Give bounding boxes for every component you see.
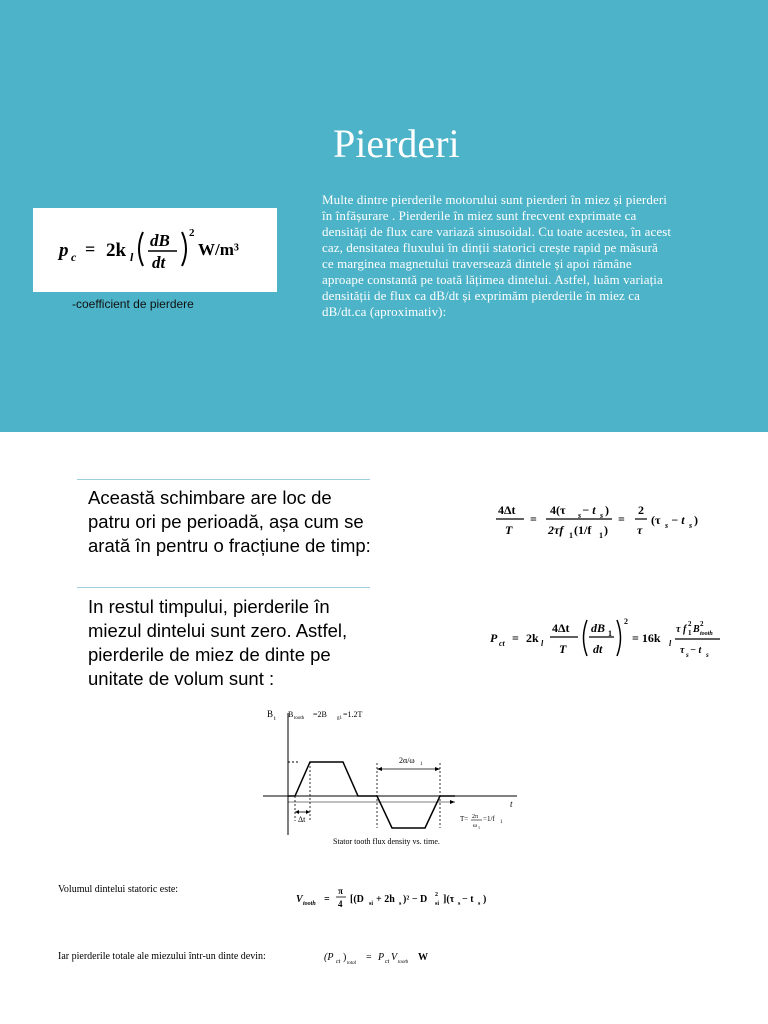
- paragraph-rest-of-time: In restul timpului, pierderile în miezul dintelui sunt zero. Astfel, pierderile de miez de dinte pe unitate de volum sunt :: [88, 596, 348, 689]
- pct-res-den-sub: s: [686, 651, 689, 659]
- pct-res-num: τ f: [676, 624, 687, 635]
- pc-lhs: p: [59, 240, 69, 261]
- v-frac-num: π: [338, 886, 343, 896]
- dt-num2: 4(τ: [550, 503, 566, 517]
- pc-lhs-sub: c: [71, 250, 77, 264]
- v-frac-den: 4: [338, 899, 343, 909]
- volume-text: Volumul dintelui statoric este:: [58, 884, 179, 895]
- pct-lhs: P: [490, 631, 498, 645]
- diagram-dt-label: Δt: [298, 815, 306, 824]
- coefficient-note: -coefficient de pierdere: [72, 297, 194, 311]
- tooth-volume-equation: [294, 880, 494, 916]
- diagram-width-label: 2α/ω: [399, 756, 415, 765]
- pct-num1: 4Δt: [552, 621, 570, 635]
- v-body6: ): [483, 894, 487, 905]
- pc-den: dt: [152, 253, 166, 272]
- dt-den2: 2τf: [548, 523, 564, 537]
- total-lhs-close: ): [343, 952, 347, 963]
- total-eq: =: [366, 952, 372, 963]
- total-rhs-sub2: tooth: [398, 960, 409, 965]
- divider-top: [77, 479, 370, 480]
- v-body-sub4: s: [458, 901, 461, 907]
- pc-num: dB: [150, 231, 170, 250]
- diagram-period-rest: =1/f: [483, 815, 495, 823]
- slide-title: Pierderi: [333, 121, 460, 166]
- v-body5: − t: [462, 894, 474, 905]
- total-loss-text: Iar pierderile totale ale miezului într-un dinte devin:: [58, 951, 266, 962]
- pc-coef-sub: l: [130, 250, 134, 264]
- tooth-core-loss-equation: [486, 612, 726, 662]
- diagram-y-top-rest: =2B: [313, 710, 327, 719]
- dt-res-den: τ: [637, 523, 643, 537]
- pct-lhs-sub: ct: [499, 639, 505, 648]
- pct-den1: T: [559, 642, 567, 656]
- dt-num2-close: ): [605, 503, 609, 517]
- v-body4: ](τ: [443, 894, 455, 905]
- dt-den2-rest: (1/f: [574, 523, 592, 537]
- v-eq: =: [324, 894, 330, 905]
- total-lhs-sub: ct: [336, 959, 341, 965]
- diagram-y-top-sub2: g1: [337, 716, 342, 721]
- pct-den2: dt: [593, 642, 603, 656]
- svg-text:=: =: [618, 512, 625, 526]
- diagram-y-top-sub: tooth: [294, 716, 305, 721]
- pct-res-num2-sub: tooth: [700, 631, 713, 637]
- pct-res-num2: B: [693, 624, 700, 635]
- dt-den1: T: [505, 523, 513, 537]
- dt-res-sub2: s: [689, 521, 693, 530]
- v-body-sub2: s: [399, 901, 402, 907]
- pc-eq: =: [85, 239, 96, 259]
- pct-res-num-sub: 1: [688, 629, 692, 637]
- diagram-period-rest-sub: 1: [500, 820, 503, 825]
- paragraph-four-times: Această schimbare are loc de patru ori pe perioadă, așa cum se arată în pentru o fracțiune de timp:: [88, 487, 371, 556]
- dt-res-rest2: − t: [671, 513, 685, 527]
- v-body-sub3: si: [435, 901, 440, 907]
- diagram-period-frac-den: ω: [473, 823, 477, 829]
- diagram-x-label: t: [510, 799, 513, 809]
- v-lhs: V: [296, 894, 303, 905]
- pct-coef: 2k: [526, 631, 539, 645]
- total-loss-equation: [322, 944, 442, 972]
- pc-unit: W/m³: [198, 240, 239, 259]
- diagram-period-frac-num: 2π: [472, 814, 479, 820]
- v-body: [(D: [350, 894, 364, 905]
- pct-mid: = 16k: [632, 631, 661, 645]
- flux-density-diagram: [255, 703, 525, 855]
- pct-res-den-sub2: s: [706, 651, 709, 659]
- dt-res-close: ): [694, 513, 698, 527]
- diagram-caption: Stator tooth flux density vs. time.: [333, 837, 440, 846]
- dt-num2-sub: s: [578, 511, 582, 520]
- diagram-y-label-sub: t: [274, 716, 276, 722]
- v-body-sub5: s: [478, 901, 481, 907]
- total-lhs-sub2: total: [347, 961, 357, 966]
- pct-res-num2-sup: 2: [700, 620, 704, 628]
- v-body-sup3: 2: [435, 892, 438, 898]
- divider-middle: [77, 587, 370, 588]
- total-rhs: P: [378, 952, 385, 963]
- diagram-y-top-label: B: [288, 710, 294, 719]
- pct-num2-sub: 1: [608, 629, 612, 638]
- diagram-y-label: B: [267, 709, 274, 719]
- total-rhs2: V: [391, 952, 398, 963]
- pct-res-den: τ: [680, 645, 685, 656]
- v-lhs-sub: tooth: [303, 901, 316, 907]
- dt-res-sub: s: [665, 521, 669, 530]
- dt-num2-rest: − t: [582, 503, 596, 517]
- pct-num2: dB: [591, 621, 606, 635]
- diagram-width-sub: 1: [420, 762, 423, 767]
- dt-num2-sub2: s: [600, 511, 604, 520]
- delta-t-equation: [490, 494, 720, 546]
- v-body2: + 2h: [376, 894, 395, 905]
- dt-num1: 4Δt: [498, 503, 516, 517]
- pct-mid-sub: l: [669, 639, 672, 648]
- v-body-sub: si: [369, 901, 374, 907]
- total-lhs: (P: [324, 952, 334, 963]
- diagram-y-top-rest2: =1.2T: [343, 710, 363, 719]
- total-rhs-sub: ct: [385, 959, 390, 965]
- pc-exp: 2: [189, 227, 195, 239]
- svg-text:=: =: [512, 631, 519, 645]
- dt-res-num: 2: [638, 503, 644, 517]
- pct-exp: 2: [624, 617, 628, 626]
- dt-den2-sub: 1: [569, 531, 573, 540]
- dt-den2-close: ): [604, 523, 608, 537]
- svg-text:=: =: [530, 512, 537, 526]
- core-loss-equation: [33, 208, 277, 292]
- pct-res-den-rest: − t: [690, 645, 702, 656]
- pct-coef-sub: l: [541, 639, 544, 648]
- dt-res-rest: (τ: [651, 513, 661, 527]
- dt-den2-sub2: 1: [599, 531, 603, 540]
- diagram-period-label: T=: [460, 815, 469, 823]
- total-unit: W: [418, 952, 428, 963]
- flux-waveform: [288, 762, 455, 828]
- intro-paragraph: Multe dintre pierderile motorului sunt pierderi în miez și pierderi în înfășurare . Pierderile în miez sunt frecvent exprimate ca densități de flux care variază sinusoidal. Cu toate acestea, în acest caz, densitatea fluxului în dinții statorici crește rapid pe măsură ce marginea magnetului traversează dintele și apoi rămâne aproape constantă pe toată lățimea dintelui. Astfel, luăm variația densității de flux ca dB/dt și exprimăm pierderile în miez ca dB/dt.ca (aproximativ):: [322, 192, 672, 319]
- diagram-period-den-sub: 1: [478, 825, 480, 830]
- pct-res-num-sup: 2: [688, 620, 692, 628]
- v-body3: )² − D: [403, 894, 428, 905]
- pc-coef: 2k: [106, 240, 127, 261]
